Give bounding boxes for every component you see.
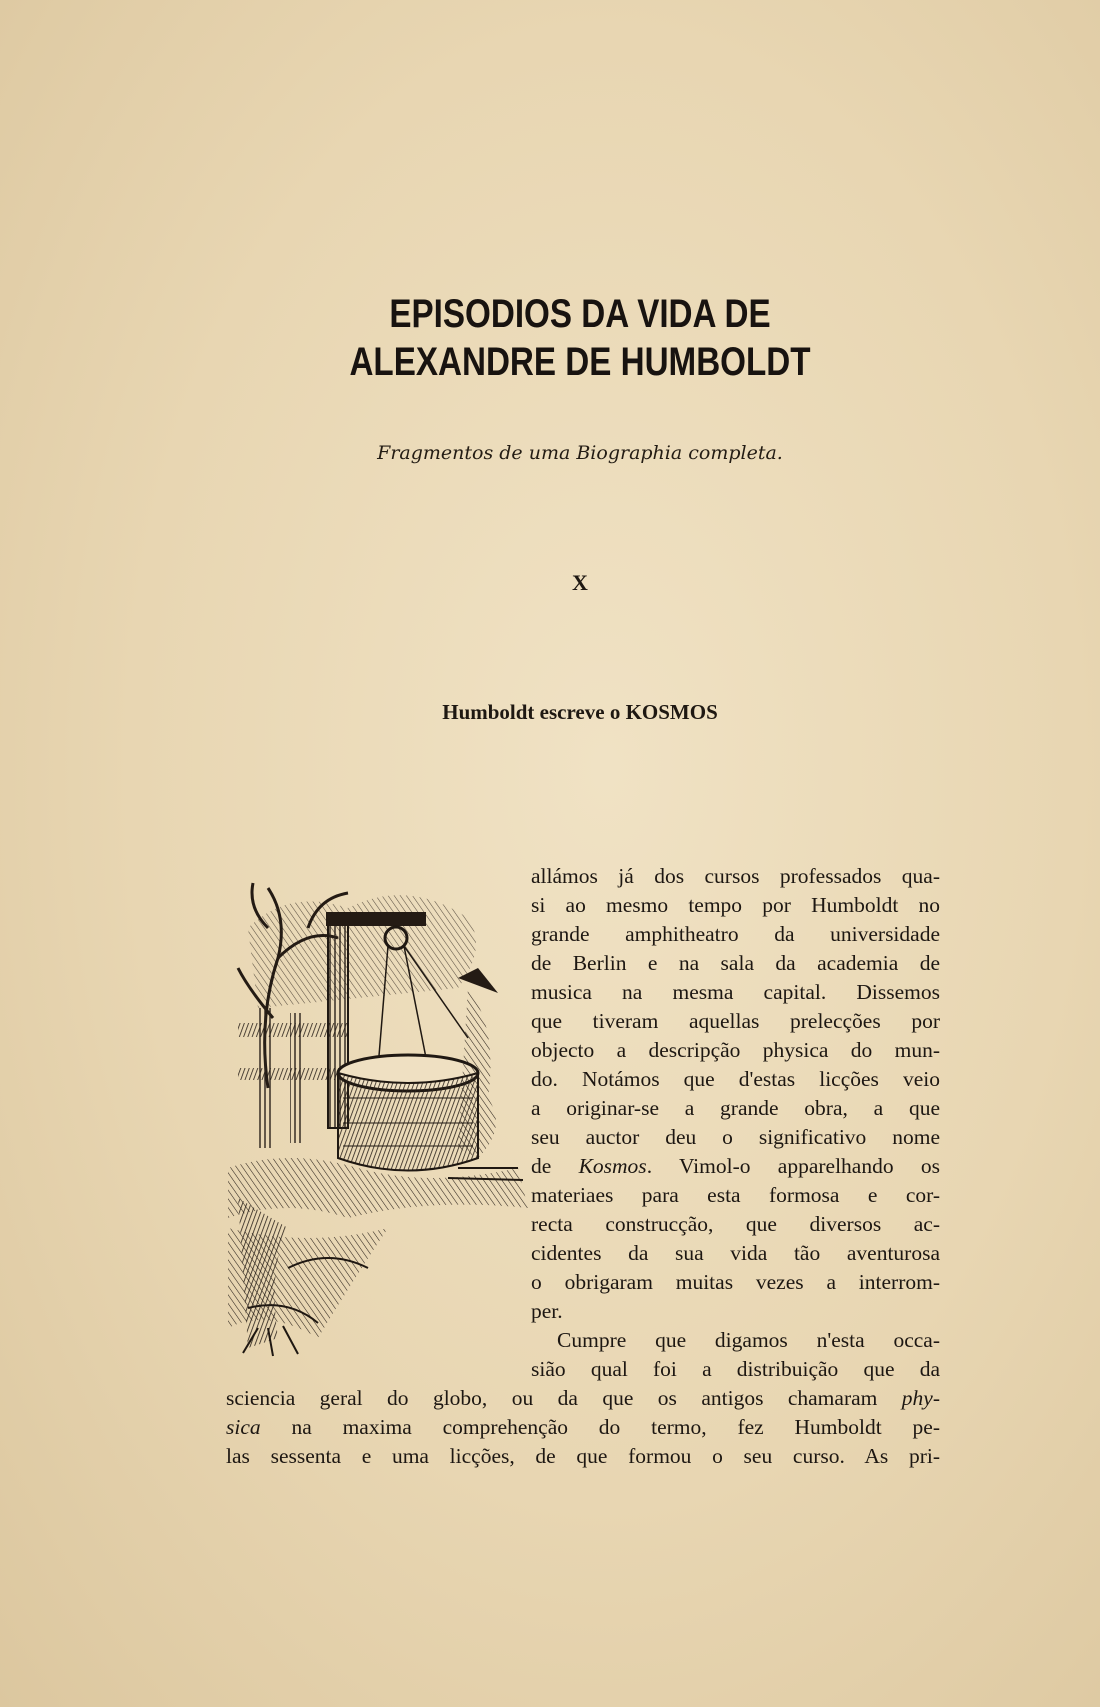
text-line: seu auctor deu o significativo nome (531, 1125, 940, 1149)
text-line: a originar-se a grande obra, a que (531, 1096, 940, 1120)
text-line: sica na maxima comprehenção do termo, fez Humboldt pe- (226, 1415, 940, 1439)
well-engraving-icon (228, 868, 528, 1358)
text-line: do. Notámos que d'estas licções veio (531, 1067, 940, 1091)
text-line: allámos já dos cursos professados qua- (531, 864, 940, 888)
text-line: recta construcção, que diversos ac- (531, 1212, 940, 1236)
section-title: Humboldt escreve o KOSMOS (442, 700, 718, 724)
text-line: cidentes da sua vida tão aventurosa (531, 1241, 940, 1265)
text-line: si ao mesmo tempo por Humboldt no (531, 893, 940, 917)
text-line: per. (531, 1299, 563, 1323)
text-line: grande amphitheatro da universidade (531, 922, 940, 946)
text-line: de Berlin e na sala da academia de (531, 951, 940, 975)
subtitle: Fragmentos de uma Biographia completa. (377, 442, 783, 464)
text-line: sciencia geral do globo, ou da que os antigos chamaram phy- (226, 1386, 940, 1410)
text-line: que tiveram aquellas prelecções por (531, 1009, 940, 1033)
text-line: materiaes para esta formosa e cor- (531, 1183, 940, 1207)
text-line: objecto a descripção physica do mun- (531, 1038, 940, 1062)
page-title: EPISODIOS DA VIDA DE ALEXANDRE DE HUMBOLDT (349, 292, 811, 384)
text-line: o obrigaram muitas vezes a interrom- (531, 1270, 940, 1294)
text-line: sião qual foi a distribuição que da (531, 1357, 940, 1381)
bleed-through-texture (230, 150, 930, 710)
text-line: de Kosmos. Vimol-o apparelhando os (531, 1154, 940, 1178)
text-line: las sessenta e uma licções, de que formou o seu curso. As pri- (226, 1444, 940, 1468)
text-line: musica na mesma capital. Dissemos (531, 980, 940, 1004)
chapter-number: X (572, 570, 588, 595)
text-line: Cumpre que digamos n'esta occa- (557, 1328, 940, 1352)
